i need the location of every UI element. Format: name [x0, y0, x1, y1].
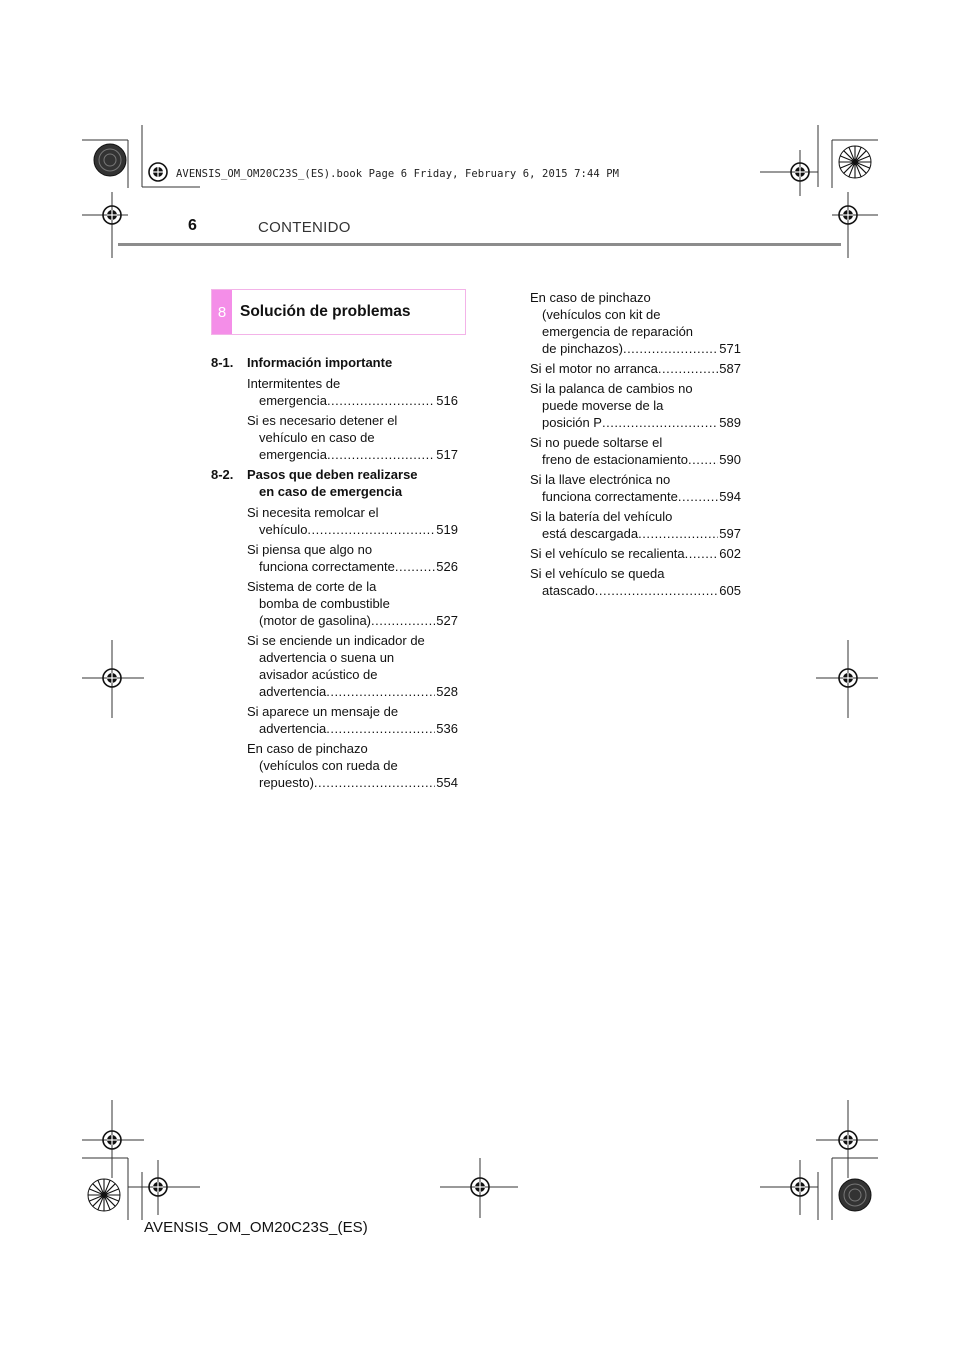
toc-entry-text: repuesto) [259, 775, 314, 790]
toc-page-number: 590 [719, 452, 741, 467]
toc-entry-text: emergencia [259, 447, 327, 462]
toc-entry-text: está descargada [542, 526, 639, 541]
toc-entry-text: puede moverse de la [542, 398, 664, 413]
toc-entry[interactable] [530, 360, 741, 377]
toc-entry-text: avisador acústico de [259, 667, 378, 682]
subsection-number: 8-2. [211, 467, 234, 482]
toc-page-number: 602 [719, 546, 741, 561]
toc-entry[interactable] [211, 504, 458, 538]
subsection-title-line: Pasos que deben realizarse [247, 467, 418, 482]
toc-entry-text: Sistema de corte de la [247, 579, 377, 594]
toc-entry-text: bomba de combustible [259, 596, 390, 611]
dot-leader [371, 612, 435, 629]
toc-entry[interactable] [530, 545, 741, 562]
toc-entry-text: posición P [542, 415, 602, 430]
toc-entry[interactable] [530, 508, 741, 542]
toc-entry-text: Si la palanca de cambios no [530, 381, 693, 396]
toc-page-number: 519 [436, 522, 458, 537]
dot-leader [678, 488, 718, 505]
toc-entry-text: Si aparece un mensaje de [247, 704, 399, 719]
subsection-heading[interactable] [211, 354, 458, 371]
toc-page-number: 516 [436, 393, 458, 408]
toc-entry-text: funciona correctamente [542, 489, 678, 504]
toc-page-number: 528 [436, 684, 458, 699]
toc-entry[interactable] [530, 434, 741, 468]
toc-entry-text: emergencia [259, 393, 327, 408]
header-rule [118, 243, 841, 246]
toc-entry-text: (motor de gasolina) [259, 613, 371, 628]
dot-leader [395, 558, 435, 575]
toc-entry-text: (vehículos con kit de [542, 307, 661, 322]
dot-leader [623, 340, 718, 357]
dot-leader [326, 720, 435, 737]
toc-entry-last-line [247, 774, 458, 791]
subsection-heading[interactable] [211, 466, 458, 500]
toc-entry-last-line [530, 582, 741, 599]
toc-entry-text: (vehículos con rueda de [259, 758, 398, 773]
toc-entry-text: Si la llave electrónica no [530, 472, 671, 487]
toc-entry-text: advertencia [259, 721, 327, 736]
section-number-tab: 8 [212, 290, 232, 334]
toc-right-column [530, 289, 741, 602]
toc-entry[interactable] [211, 412, 458, 463]
book-info-line: AVENSIS_OM_OM20C23S_(ES).book Page 6 Friday, February 6, 2015 7:44 PM [176, 168, 620, 180]
toc-page-number: 554 [436, 775, 458, 790]
toc-entry-last-line [247, 683, 458, 700]
toc-entry-text: vehículo en caso de [259, 430, 375, 445]
subsection-number: 8-1. [211, 355, 234, 370]
dot-leader [685, 545, 719, 562]
toc-entry-text: En caso de pinchazo [530, 290, 651, 305]
toc-entry[interactable] [530, 289, 741, 357]
toc-entry-text: Si es necesario detener el [247, 413, 398, 428]
toc-entry[interactable] [530, 565, 741, 599]
toc-page-number: 536 [436, 721, 458, 736]
toc-entry-text: Intermitentes de [247, 376, 341, 391]
toc-entry-last-line [247, 521, 458, 538]
toc-entry-text: freno de estacionamiento [542, 452, 688, 467]
toc-entry-last-line [530, 545, 741, 562]
toc-entry-last-line [530, 360, 741, 377]
page-title: CONTENIDO [258, 219, 351, 236]
footer-document-code: AVENSIS_OM_OM20C23S_(ES) [144, 1219, 368, 1236]
toc-entry[interactable] [211, 375, 458, 409]
toc-entry[interactable] [211, 541, 458, 575]
toc-entry-text: vehículo [259, 522, 308, 537]
toc-page-number: 605 [719, 583, 741, 598]
toc-entry-text: advertencia o suena un [259, 650, 395, 665]
toc-entry[interactable] [530, 471, 741, 505]
toc-page-number: 517 [436, 447, 458, 462]
dot-leader [327, 392, 435, 409]
dot-leader [327, 446, 435, 463]
toc-page-number: 571 [719, 341, 741, 356]
toc-entry-last-line [530, 414, 741, 431]
toc-entry-text: funciona correctamente [259, 559, 395, 574]
toc-entry-text: atascado [542, 583, 595, 598]
toc-page-number: 587 [719, 361, 741, 376]
dot-leader [314, 774, 435, 791]
toc-entry-text: de pinchazos) [542, 341, 623, 356]
dot-leader [595, 582, 719, 599]
dot-leader [326, 683, 435, 700]
toc-entry-text: Si el motor no arranca [530, 361, 658, 376]
dot-leader [638, 525, 718, 542]
toc-entry[interactable] [530, 380, 741, 431]
toc-entry-text: advertencia [259, 684, 327, 699]
page-number: 6 [188, 217, 197, 234]
toc-page-number: 527 [436, 613, 458, 628]
toc-entry-text: Si la batería del vehículo [530, 509, 673, 524]
toc-entry-text: Si el vehículo se recalienta [530, 546, 685, 561]
toc-entry[interactable] [211, 740, 458, 791]
toc-page-number: 597 [719, 526, 741, 541]
toc-entry-last-line [530, 340, 741, 357]
toc-entry[interactable] [211, 632, 458, 700]
toc-entry-text: Si no puede soltarse el [530, 435, 663, 450]
subsection-title [247, 354, 458, 371]
dot-leader [688, 451, 718, 468]
toc-left-column [211, 354, 458, 794]
subsection-title-line: en caso de emergencia [259, 484, 403, 499]
toc-entry[interactable] [211, 578, 458, 629]
toc-entry-text: En caso de pinchazo [247, 741, 368, 756]
toc-entry-last-line [247, 558, 458, 575]
section-heading-box [211, 289, 466, 335]
subsection-title-line: Información importante [247, 355, 393, 370]
toc-page-number: 589 [719, 415, 741, 430]
toc-page-number: 594 [719, 489, 741, 504]
toc-entry-last-line [530, 525, 741, 542]
toc-entry-last-line [247, 392, 458, 409]
section-title: Solución de problemas [240, 303, 411, 320]
toc-entry-text: Si necesita remolcar el [247, 505, 379, 520]
toc-entry-text: Si piensa que algo no [247, 542, 373, 557]
toc-entry-text: Si se enciende un indicador de [247, 633, 425, 648]
dot-leader [307, 521, 435, 538]
dot-leader [602, 414, 718, 431]
toc-entry-last-line [530, 488, 741, 505]
subsection-title [247, 466, 458, 500]
toc-entry-last-line [247, 612, 458, 629]
toc-entry-last-line [247, 720, 458, 737]
toc-entry-text: Si el vehículo se queda [530, 566, 665, 581]
toc-entry-last-line [530, 451, 741, 468]
toc-entry[interactable] [211, 703, 458, 737]
dot-leader [658, 360, 718, 377]
toc-entry-last-line [247, 446, 458, 463]
toc-page-number: 526 [436, 559, 458, 574]
toc-entry-text: emergencia de reparación [542, 324, 694, 339]
